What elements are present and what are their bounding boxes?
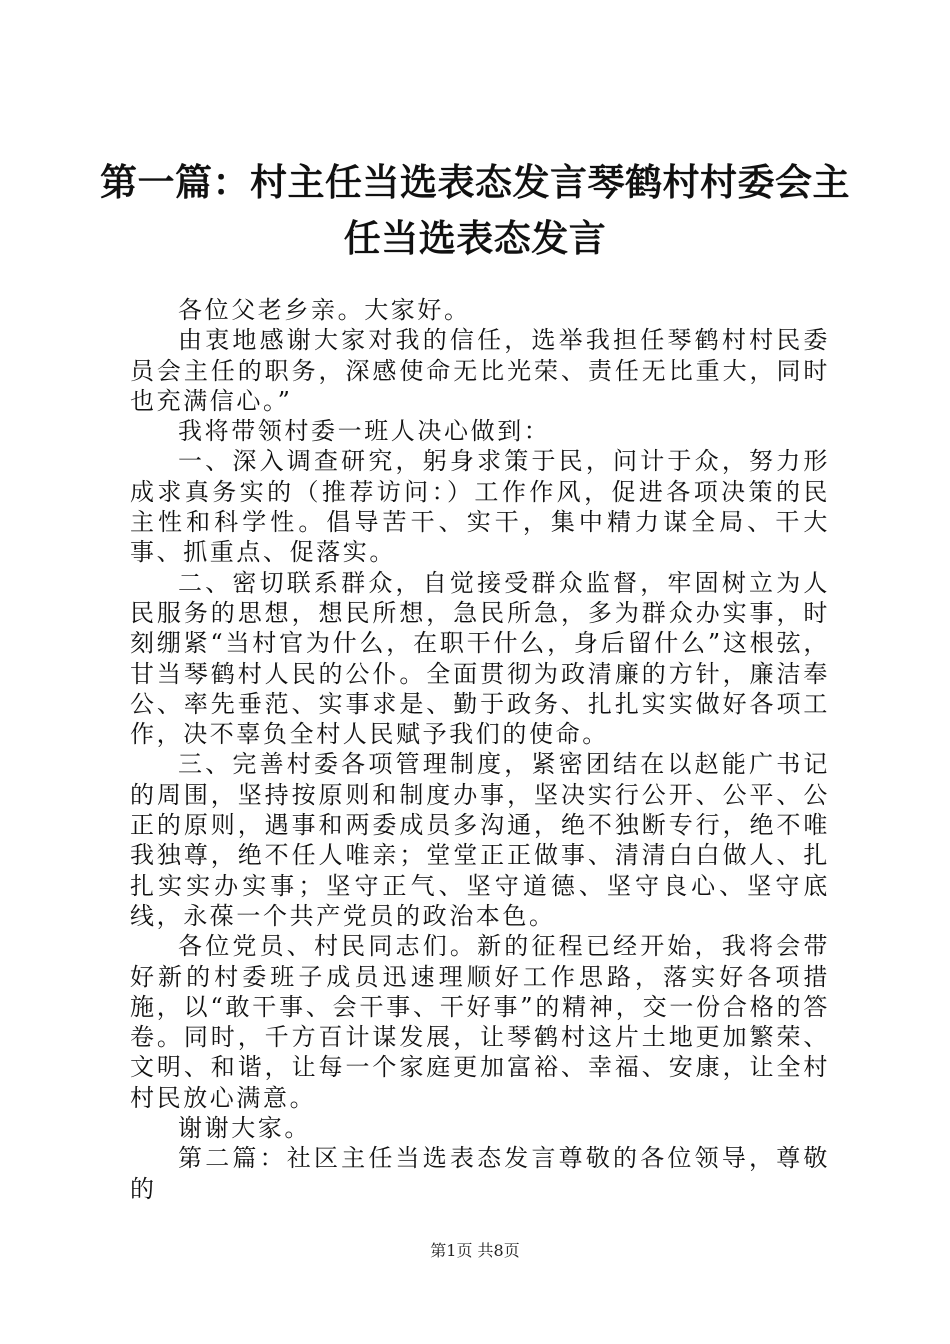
paragraph-point-one: 一、深入调查研究，躬身求策于民，问计于众，努力形成求真务实的（推荐访问：）工作作风，促进各项决策的民主性和科学性。倡导苦干、实干，集中精力谋全局、干大事、抓重点、促落实。: [130, 447, 830, 567]
paragraph-thanks: 由衷地感谢大家对我的信任，选举我担任琴鹤村村民委员会主任的职务，深感使命无比光荣、责任无比重大，同时也充满信心。”: [130, 326, 830, 415]
paragraph-commitment-intro: 我将带领村委一班人决心做到：: [178, 417, 551, 446]
page-footer: 第1页 共8页: [430, 1241, 520, 1260]
page-title: [100, 155, 850, 267]
paragraph-greeting: 各位父老乡亲。大家好。: [178, 296, 471, 324]
paragraph-second-article: 第二篇：社区主任当选表态发言尊敬的各位领导，尊敬的: [130, 1144, 830, 1203]
paragraph-point-two: 二、密切联系群众，自觉接受群众监督，牢固树立为人民服务的思想，想民所想，急民所急，多为群众办实事，时刻绷紧“当村官为什么，在职干什么，身后留什么”这根弦，甘当琴鹤村人民的公仆。全面贯彻为政清廉的方针，廉洁奉公、率先垂范、实事求是、勤于政务、扎扎实实做好各项工作，决不辜负全村人民赋予我们的使命。: [130, 568, 830, 749]
title-line-1: 第一篇：村主任当选表态发言琴鹤村村委会主: [100, 161, 850, 204]
paragraph-thank-you: 谢谢大家。: [178, 1114, 311, 1143]
paragraph-closing: 各位党员、村民同志们。新的征程已经开始，我将会带好新的村委班子成员迅速理顺好工作思路，落实好各项措施，以“敢干事、会干事、干好事”的精神，交一份合格的答卷。同时，千方百计谋发展，让琴鹤村这片土地更加繁荣、文明、和谐，让每一个家庭更加富裕、幸福、安康，让全村村民放心满意。: [130, 932, 830, 1112]
document-body: [130, 295, 830, 1204]
paragraph-point-three: 三、完善村委各项管理制度，紧密团结在以赵能广书记的周围，坚持按原则和制度办事，坚决实行公开、公平、公正的原则，遇事和两委成员多沟通，绝不独断专行，绝不唯我独尊，绝不任人唯亲；堂堂正正做事、清清白白做人、扎扎实实办实事；坚守正气、坚守道德、坚守良心、坚守底线，永葆一个共产党员的政治本色。: [130, 750, 830, 930]
title-line-2: 任当选表态发言: [343, 217, 607, 260]
